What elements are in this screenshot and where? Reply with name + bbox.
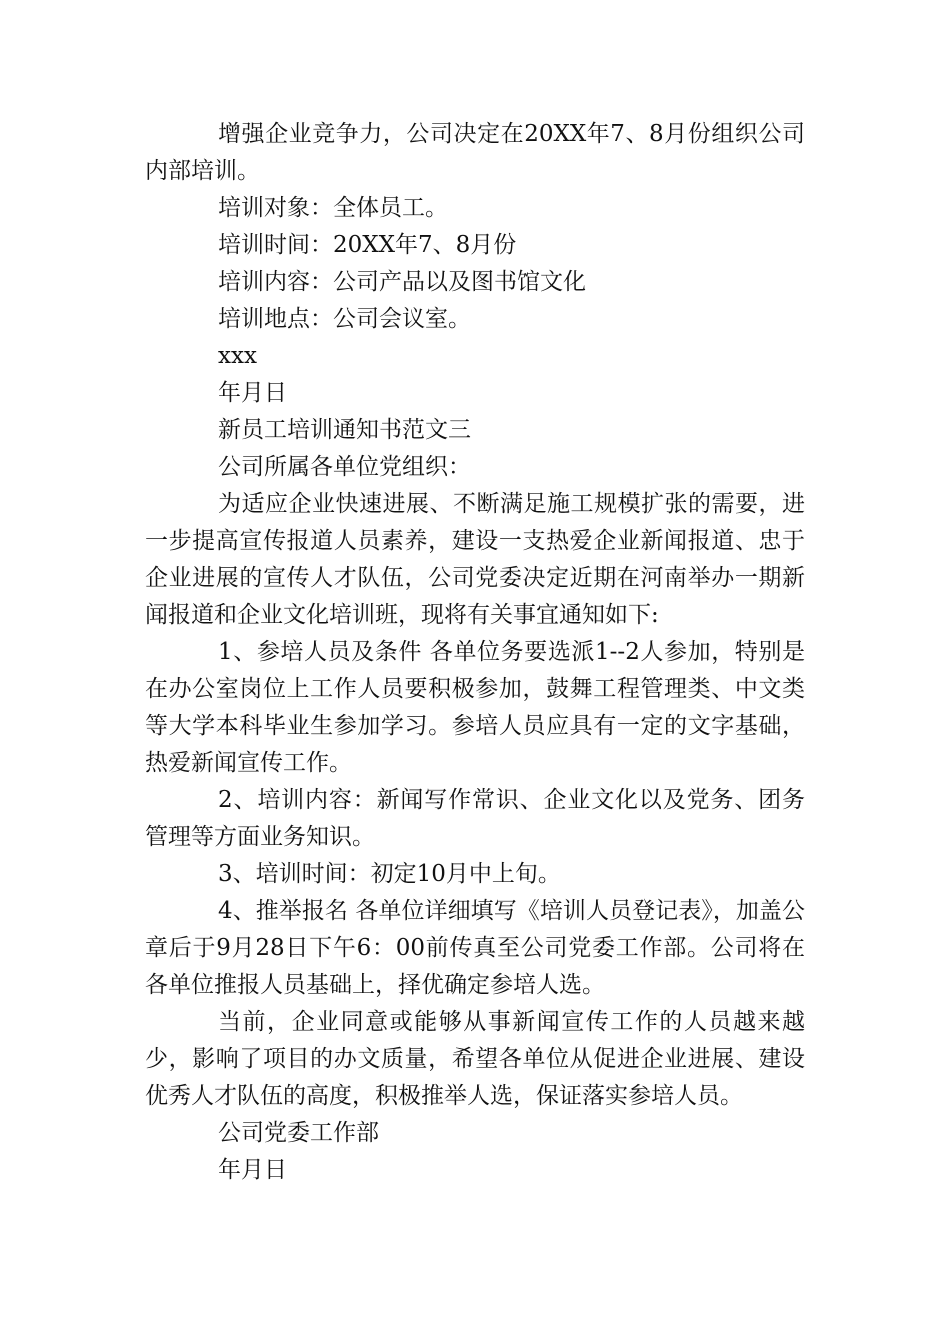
closing-date: 年月日 bbox=[218, 1157, 287, 1183]
paragraph-purpose: 为适应企业快速进展、不断满足施工规模扩张的需要，进一步提高宣传报道人员素养，建设一支热爱企业新闻报道、忠于企业进展的宣传人才队伍，公司党委决定近期在河南举办一期新闻报道和企业文化培训班，现将有关事宜通知如下: bbox=[145, 491, 805, 628]
date-placeholder: 年月日 bbox=[218, 380, 287, 406]
signature-placeholder: xxx bbox=[218, 343, 257, 369]
paragraph-training-time: 培训时间：20XX年7、8月份 bbox=[218, 232, 517, 258]
salutation: 公司所属各单位党组织： bbox=[218, 454, 471, 480]
paragraph-item-2: 2、培训内容：新闻写作常识、企业文化以及党务、团务管理等方面业务知识。 bbox=[145, 787, 805, 850]
paragraph-training-location: 培训地点：公司会议室。 bbox=[218, 306, 471, 332]
paragraph-intro: 增强企业竞争力，公司决定在20XX年7、8月份组织公司内部培训。 bbox=[145, 121, 805, 184]
paragraph-item-1: 1、参培人员及条件 各单位务要选派1--2人参加，特别是在办公室岗位上工作人员要积极参加，鼓舞工程管理类、中文类等大学本科毕业生参加学习。参培人员应具有一定的文字基础，热爱新闻宣传工作。 bbox=[145, 639, 805, 776]
paragraph-closing: 当前，企业同意或能够从事新闻宣传工作的人员越来越少，影响了项目的办文质量，希望各单位从促进企业进展、建设优秀人才队伍的高度，积极推举人选，保证落实参培人员。 bbox=[145, 1009, 805, 1109]
section-title: 新员工培训通知书范文三 bbox=[218, 417, 471, 443]
paragraph-item-4: 4、推举报名 各单位详细填写《培训人员登记表》，加盖公章后于9月28日下午6：00前传真至公司党委工作部。公司将在各单位推报人员基础上，择优确定参培人选。 bbox=[145, 898, 805, 998]
document-body bbox=[145, 116, 805, 1189]
paragraph-item-3: 3、培训时间：初定10月中上旬。 bbox=[218, 861, 561, 887]
signature-department: 公司党委工作部 bbox=[218, 1120, 379, 1146]
paragraph-training-content: 培训内容：公司产品以及图书馆文化 bbox=[218, 269, 586, 295]
paragraph-training-target: 培训对象：全体员工。 bbox=[218, 195, 448, 221]
